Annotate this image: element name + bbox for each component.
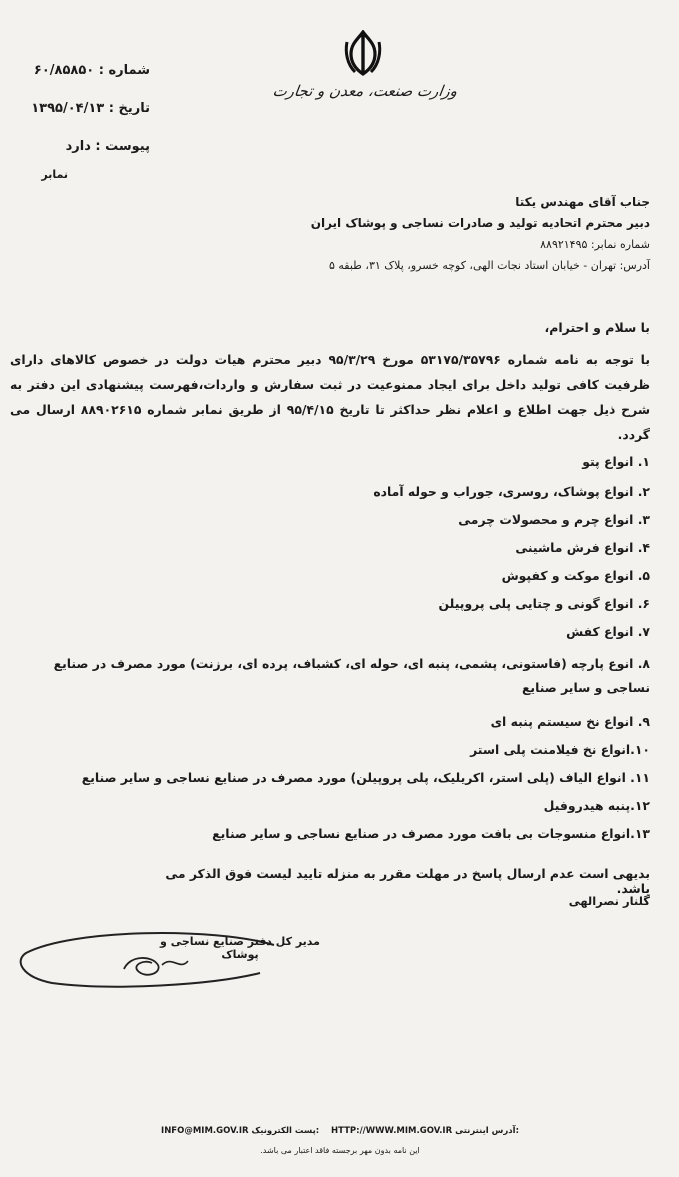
- letter-date: تاریخ : ۱۳۹۵/۰۴/۱۳: [31, 101, 150, 116]
- letter-attachment: پیوست : دارد: [65, 139, 150, 154]
- body-paragraph: با توجه به نامه شماره ۵۳۱۷۵/۳۵۷۹۶ مورخ ۹۵/۳/۲۹ دبیر محترم هیات دولت در خصوص کالاهای دارای ظرفیت کافی تولید داخل برای ایجاد ممنوعیت در ثبت سفارش و واردات،فهرست پیشنهادی این دفتر به شرح ذیل جهت اطلاع و اعلام نظر حداکثر تا تاریخ ۹۵/۴/۱۵ از طریق نمابر شماره ۸۸۹۰۲۶۱۵ ارسال می گردد.: [10, 352, 650, 442]
- signer-title: مدیر کل دفتر صنایع نساجی و پوشاک: [160, 935, 320, 961]
- iran-emblem-icon: [343, 30, 383, 78]
- recipient-address: آدرس: تهران - خیابان استاد نجات الهی، کوچه خسرو، پلاک ۳۱، طبقه ۵: [328, 259, 650, 272]
- list-item: ۱۲.پنبه هیدروفیل: [543, 798, 650, 813]
- list-item: ۳. انواع چرم و محصولات چرمی: [458, 512, 650, 527]
- footer-contact: [150, 1126, 530, 1136]
- footer-email: INFO@MIM.GOV.IR: [161, 1126, 249, 1136]
- recipient-fax: شماره نمابر: ۸۸۹۲۱۴۹۵: [540, 238, 650, 251]
- recipient-block: [250, 192, 650, 276]
- recipient-title: دبیر محترم اتحادیه تولید و صادرات نساجی و پوشاک ایران: [310, 216, 650, 230]
- greeting: با سلام و احترام،: [544, 320, 650, 335]
- list-item: ۱. انواع پتو: [582, 454, 650, 469]
- ministry-name: وزارت صنعت، معدن و تجارت: [271, 82, 459, 100]
- closing-sentence: بدیهی است عدم ارسال پاسخ در مهلت مقرر به منزله تایید لیست فوق الذکر می باشد.: [165, 866, 650, 896]
- list-item: ۱۳.انواع منسوجات بی بافت مورد مصرف در صنایع نساجی و سایر صنایع: [212, 826, 650, 841]
- footer-website-label: آدرس اینترنتی:: [455, 1126, 519, 1136]
- signer-name: گلنار نصرالهی: [568, 894, 650, 908]
- list-item: ۹. انواع نخ سیستم پنبه ای: [490, 714, 650, 729]
- list-item: ۷. انواع کفش: [566, 624, 650, 639]
- footer-validity-note: این نامه بدون مهر برجسته فاقد اعتبار می باشد.: [260, 1146, 420, 1155]
- list-item: ۲. انواع پوشاک، روسری، جوراب و حوله آماده: [373, 484, 650, 499]
- list-item: ۱۱. انواع الیاف (پلی استر، اکریلیک، پلی پروپیلن) مورد مصرف در صنایع نساجی و سایر صنایع: [81, 770, 650, 785]
- list-item: ۴. انواع فرش ماشینی: [515, 540, 650, 555]
- list-item: ۵. انواع موکت و کفپوش: [501, 568, 650, 583]
- footer-website: HTTP://WWW.MIM.GOV.IR: [331, 1126, 453, 1136]
- letter-meta: [0, 52, 150, 166]
- list-item: ۸. انوع پارچه (فاستونی، پشمی، پنبه ای، حوله ای، کشباف، پرده ای، برزنت) مورد مصرف در صنایع نساجی و سایر صنایع: [53, 656, 650, 695]
- fax-word: نمابر: [41, 168, 68, 181]
- list-item: ۶. انواع گونی و چتایی پلی پروپیلن: [438, 596, 650, 611]
- footer-email-label: پست الکترونیک:: [251, 1126, 320, 1136]
- list-item: ۱۰.انواع نخ فیلامنت پلی استر: [470, 742, 650, 757]
- recipient-salutation: جناب آقای مهندس یکتا: [515, 195, 650, 209]
- letter-number: شماره : ۶۰/۸۵۸۵۰: [33, 63, 150, 78]
